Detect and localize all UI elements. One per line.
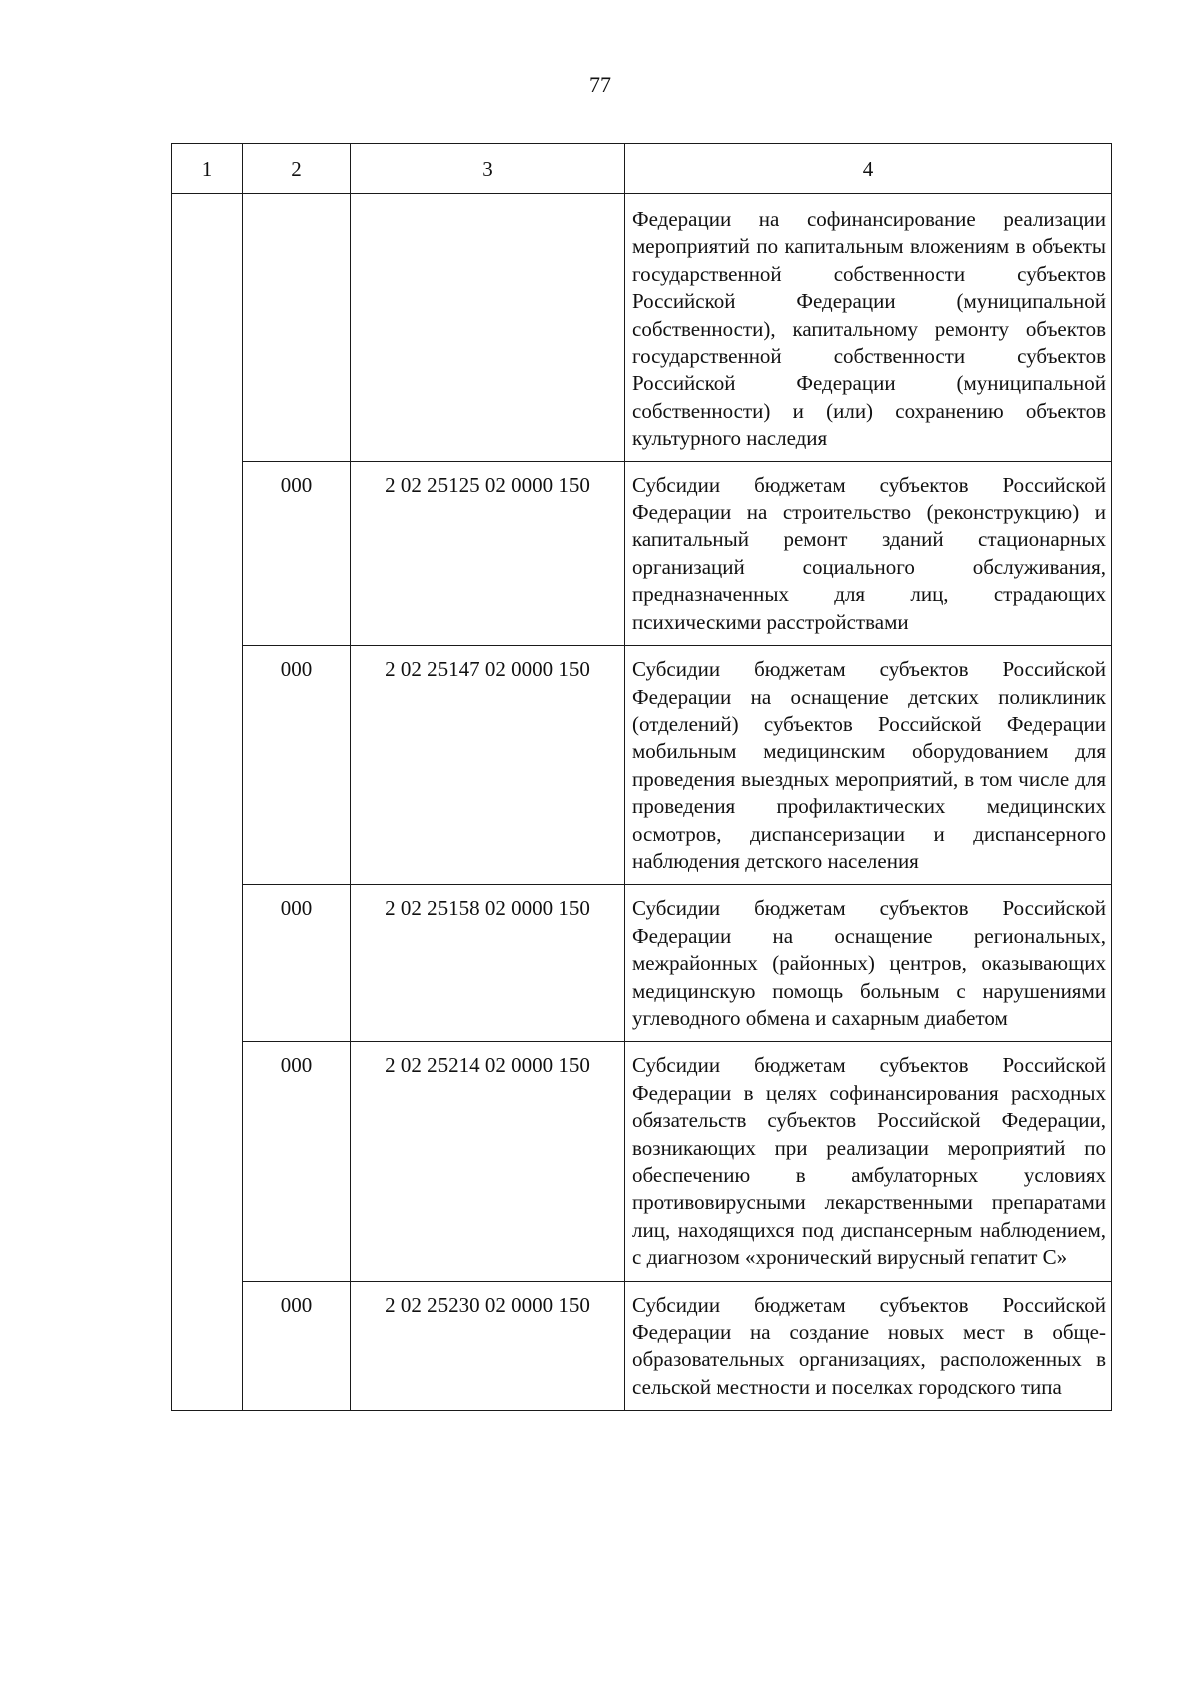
page-number: 77 xyxy=(589,72,611,97)
description-text: Субсидии бюджетам субъектов Российской Федерации на оснащение детских поликлиник (отделений) субъектов Российской Федерации мобильным медицинским оборудованием для проведения выездных мероприятий, в том числе для проведения профилактических медицинских осмотров, диспансеризации и диспансерного наблюдения детского населения xyxy=(632,657,1106,873)
admin-code-cell: 000 xyxy=(243,461,351,645)
description-cell xyxy=(625,1281,1112,1411)
row-number-cell xyxy=(172,461,243,645)
table-header-row xyxy=(172,144,1112,194)
table-row xyxy=(172,194,1112,462)
admin-code-cell xyxy=(243,194,351,462)
budget-code-cell xyxy=(351,194,625,462)
row-number-cell xyxy=(172,885,243,1042)
description-text: Субсидии бюджетам субъектов Российской Федерации в целях софинансирования расходных обязательств субъектов Российской Федерации, возникающих при реализации мероприятий по обеспечению в амбулаторных условиях противовирусными лекарственными препаратами лиц, находящихся под диспансерным наблюдением, с диагнозом «хронический вирусный гепатит С» xyxy=(632,1053,1106,1270)
admin-code-cell: 000 xyxy=(243,1281,351,1411)
table-row xyxy=(172,1042,1112,1281)
table-row xyxy=(172,1281,1112,1411)
table-row xyxy=(172,461,1112,645)
table-row xyxy=(172,646,1112,885)
header-col-4: 4 xyxy=(625,144,1112,194)
description-cell xyxy=(625,646,1112,885)
description-text: Субсидии бюджетам субъектов Российской Федерации на оснащение региональных, межрайонных (районных) центров, оказывающих медицинскую помощь больным с нарушениями углеводного обмена и сахарным диабетом xyxy=(632,896,1106,1030)
row-number-cell xyxy=(172,194,243,462)
budget-code-cell: 2 02 25147 02 0000 150 xyxy=(351,646,625,885)
budget-code-cell: 2 02 25230 02 0000 150 xyxy=(351,1281,625,1411)
description-cell xyxy=(625,194,1112,462)
description-cell xyxy=(625,1042,1112,1281)
budget-code-cell: 2 02 25125 02 0000 150 xyxy=(351,461,625,645)
admin-code-cell: 000 xyxy=(243,1042,351,1281)
header-col-1: 1 xyxy=(172,144,243,194)
description-cell xyxy=(625,885,1112,1042)
budget-codes-table xyxy=(171,143,1112,1411)
description-text: Федерации на софинансирование реализации мероприятий по капитальным вложениям в объекты государственной собственности субъектов Российской Федерации (муниципальной собственности), капитальному ремонту объектов государственной собственности субъектов Российской Федерации (муниципальной собственности) и (или) сохранению объектов культурного наследия xyxy=(632,207,1106,451)
description-text: Субсидии бюджетам субъектов Российской Федерации на создание новых мест в общеобразовательных организациях, расположенных в сельской местности и поселках городского типа xyxy=(632,1292,1106,1399)
admin-code-cell: 000 xyxy=(243,646,351,885)
row-number-cell xyxy=(172,1042,243,1281)
row-number-cell xyxy=(172,1281,243,1411)
header-col-3: 3 xyxy=(351,144,625,194)
budget-code-cell: 2 02 25158 02 0000 150 xyxy=(351,885,625,1042)
description-cell xyxy=(625,461,1112,645)
row-number-cell xyxy=(172,646,243,885)
admin-code-cell: 000 xyxy=(243,885,351,1042)
budget-code-cell: 2 02 25214 02 0000 150 xyxy=(351,1042,625,1281)
description-text: Субсидии бюджетам субъектов Российской Федерации на строительство (реконструкцию) и капитальный ремонт зданий стационарных организаций социального обслуживания, предназначенных для лиц, страдающих психическими расстройствами xyxy=(632,472,1106,634)
table-row xyxy=(172,885,1112,1042)
header-col-2: 2 xyxy=(243,144,351,194)
